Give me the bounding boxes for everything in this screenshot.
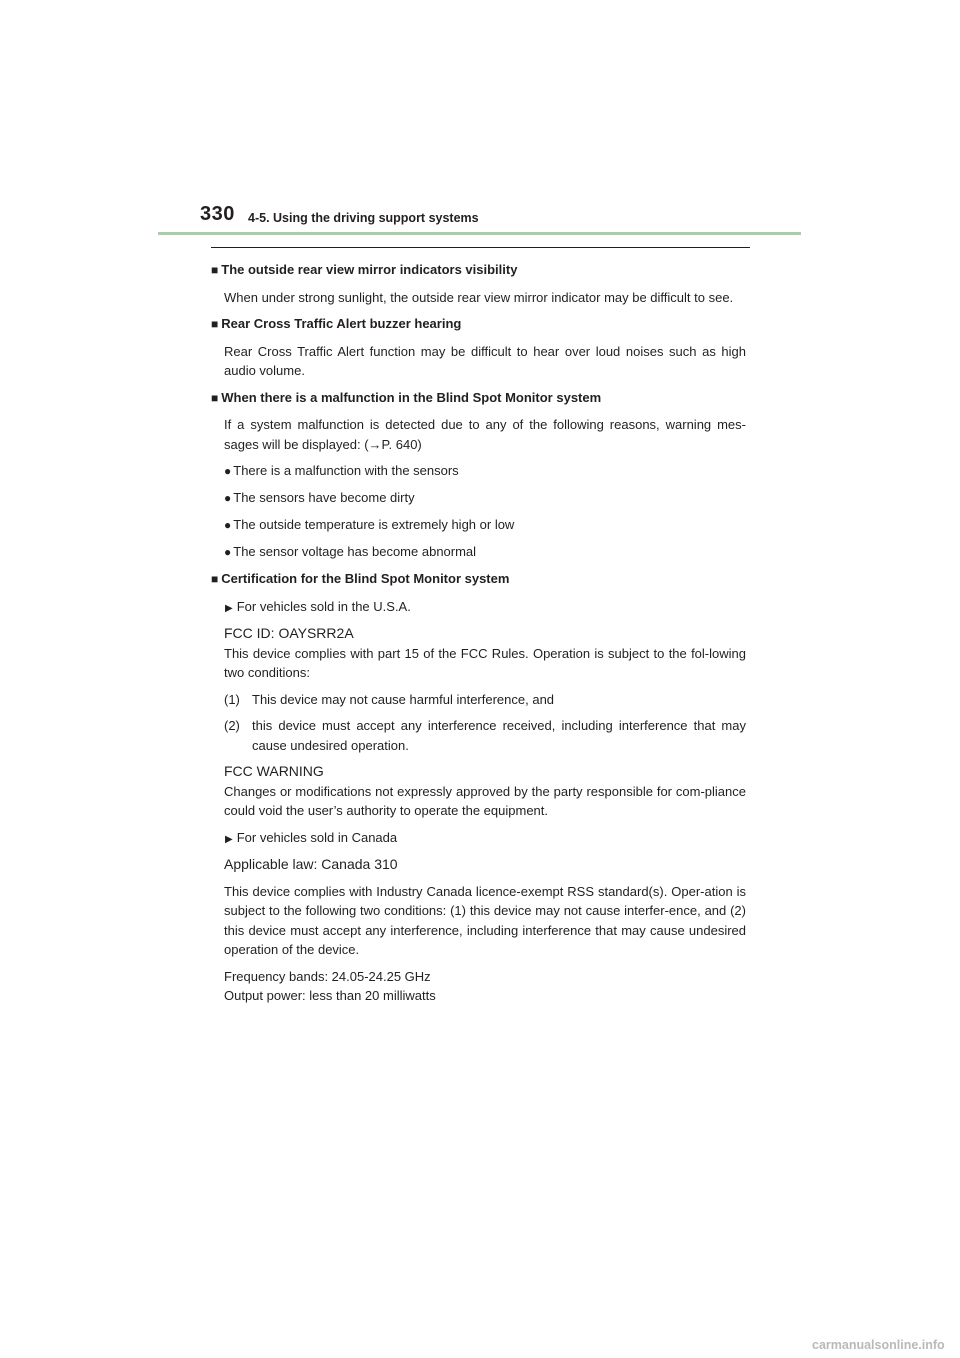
paragraph-fcc: This device complies with part 15 of the FCC Rules. Operation is subject to the fol-lowing two conditions: [224,645,746,680]
circle-bullet-icon: ● [224,464,232,478]
list-item: ● The sensor voltage has become abnormal [224,544,477,559]
circle-bullet-icon: ● [224,491,232,505]
frequency-bands: Frequency bands: 24.05-24.25 GHz [224,968,431,984]
heading-visibility: ■ The outside rear view mirror indicators visibility [211,262,518,277]
list-item: (2) this device must accept any interference received, including interference that may cause undesired operation. [224,718,746,753]
subheading-usa: ▶ For vehicles sold in the U.S.A. [225,598,411,614]
page-content [211,260,746,1006]
output-power: Output power: less than 20 milliwatts [224,988,436,1003]
list-item: ● The outside temperature is extremely high or low [224,517,515,532]
square-bullet-icon: ■ [211,390,219,405]
applicable-law: Applicable law: Canada 310 [224,856,398,872]
subheading-canada: ▶ For vehicles sold in Canada [225,829,398,845]
paragraph-buzzer: Rear Cross Traffic Alert function may be difficult to hear over loud noises such as high audio volume. [224,343,746,378]
circle-bullet-icon: ● [224,545,232,559]
triangle-right-icon: ▶ [225,602,233,614]
square-bullet-icon: ■ [211,263,219,277]
triangle-right-icon: ▶ [225,833,233,845]
list-item: ● The sensors have become dirty [224,490,415,505]
paragraph-malfunction: If a system malfunction is detected due to any of the following reasons, warning mes-sages will be displayed: (→P. 640) [224,417,746,452]
fcc-warning-title: FCC WARNING [224,763,324,779]
header-divider [158,232,801,235]
list-item: (1) This device may not cause harmful interference, and [224,691,555,707]
heading-malfunction: ■ When there is a malfunction in the Blind Spot Monitor system [211,389,602,405]
paragraph-visibility: When under strong sunlight, the outside rear view mirror indicator may be difficult to see. [224,289,734,305]
heading-buzzer: ■ Rear Cross Traffic Alert buzzer hearing [211,316,462,331]
square-bullet-icon: ■ [211,572,219,586]
circle-bullet-icon: ● [224,518,232,532]
list-item: ● There is a malfunction with the sensors [224,463,459,478]
fcc-id: FCC ID: OAYSRR2A [224,625,354,641]
content-divider [211,247,750,248]
square-bullet-icon: ■ [211,317,219,331]
paragraph-canada: This device complies with Industry Canada licence-exempt RSS standard(s). Oper-ation is subject to the following two conditions: (1) this device may not cause interfer-ence, and (2) this device must accept any interference, including interference that may cause undesired operation of the device. [224,883,746,957]
section-title: 4-5. Using the driving support systems [248,211,479,225]
paragraph-fcc-warning: Changes or modifications not expressly approved by the party responsible for com-pliance could void the user’s authority to operate the equipment. [224,783,746,818]
watermark: carmanualsonline.info [812,1338,945,1352]
heading-certification: ■ Certification for the Blind Spot Monitor system [211,571,510,586]
page-number: 330 [200,203,235,225]
